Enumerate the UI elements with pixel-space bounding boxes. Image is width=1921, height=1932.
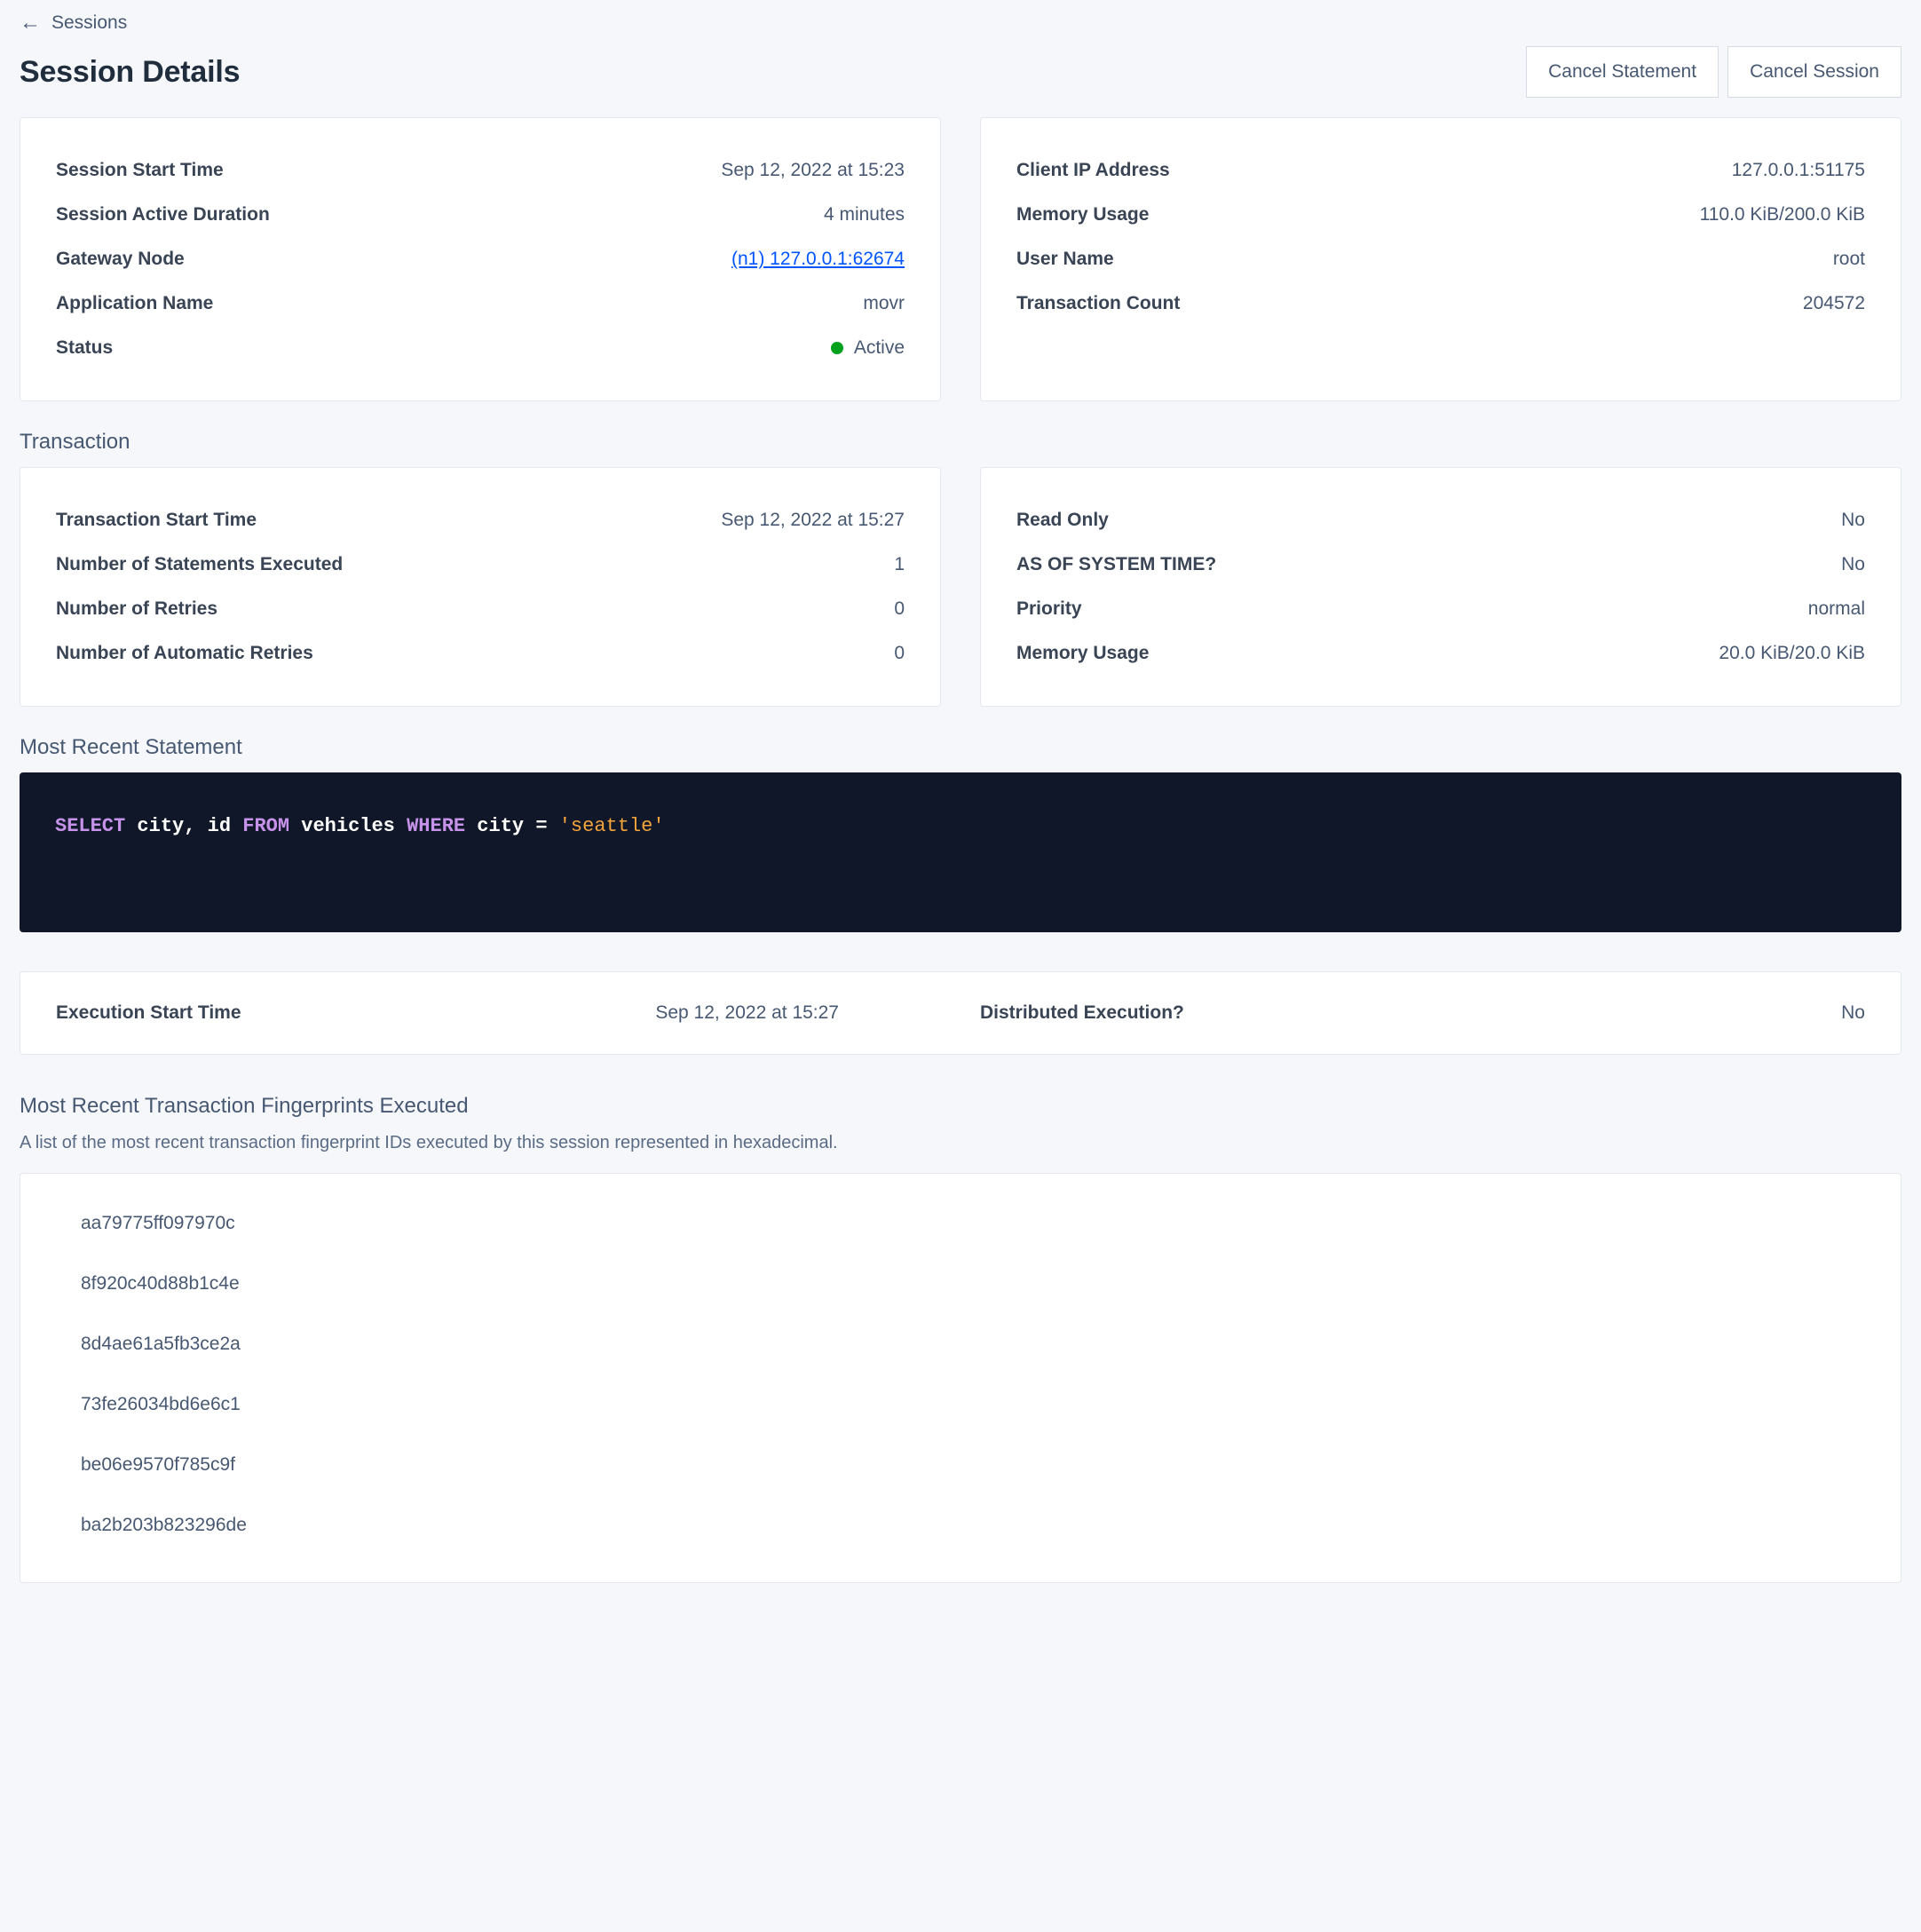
sql-code-block: [20, 772, 1901, 932]
transaction-overview: [20, 467, 1901, 707]
row-label: Application Name: [56, 293, 214, 313]
row-label: User Name: [1016, 249, 1114, 269]
row-label: Number of Retries: [56, 598, 218, 619]
table-row: [56, 237, 905, 281]
row-label: Status: [56, 337, 114, 358]
distributed-execution-row: [980, 1002, 1865, 1024]
row-value: 0: [894, 598, 905, 619]
arrow-left-icon[interactable]: ←: [20, 11, 41, 35]
table-row: [1016, 237, 1865, 281]
table-row: [1016, 542, 1865, 587]
row-value: Sep 12, 2022 at 15:27: [721, 510, 905, 530]
row-value: movr: [863, 293, 905, 313]
fingerprints-list: [20, 1173, 1901, 1583]
table-row: [1016, 587, 1865, 631]
row-value: 204572: [1802, 293, 1865, 313]
row-label: Number of Statements Executed: [56, 554, 344, 574]
row-label: Execution Start Time: [56, 1002, 241, 1023]
table-row: [56, 498, 905, 542]
row-value: 127.0.0.1:51175: [1731, 160, 1865, 180]
gateway-node-link[interactable]: (n1) 127.0.0.1:62674: [731, 249, 905, 269]
row-value: Sep 12, 2022 at 15:23: [721, 160, 905, 180]
fingerprints-description: A list of the most recent transaction fingerprint IDs executed by this session represented in hexadecimal.: [20, 1133, 838, 1152]
table-row: [1016, 148, 1865, 193]
row-value: root: [1832, 249, 1865, 269]
sql-token-literal: 'seattle': [558, 815, 665, 837]
row-label: Session Start Time: [56, 160, 224, 180]
list-item: aa79775ff097970c: [81, 1213, 235, 1233]
row-value: 20.0 KiB/20.0 KiB: [1719, 643, 1865, 663]
table-row: [56, 631, 905, 676]
list-item: 8d4ae61a5fb3ce2a: [81, 1334, 241, 1354]
breadcrumb[interactable]: [20, 0, 1901, 37]
row-value: normal: [1807, 598, 1865, 619]
statement-section-title: Most Recent Statement: [20, 735, 242, 759]
status-label: Active: [853, 337, 905, 358]
sql-token-table: vehicles: [289, 815, 407, 837]
table-row: [56, 148, 905, 193]
row-label: Transaction Count: [1016, 293, 1181, 313]
session-left-card: [20, 117, 941, 401]
sql-token-from: FROM: [242, 815, 290, 837]
execution-card: [20, 971, 1901, 1055]
transaction-section-title: Transaction: [20, 430, 130, 454]
row-value: No: [1841, 1002, 1865, 1023]
table-row: [1016, 193, 1865, 237]
table-row: [1016, 631, 1865, 676]
sql-token-predicate: city =: [465, 815, 559, 837]
row-value: 110.0 KiB/200.0 KiB: [1699, 204, 1865, 225]
row-label: Transaction Start Time: [56, 510, 257, 530]
row-label: Number of Automatic Retries: [56, 643, 313, 663]
row-label: Memory Usage: [1016, 204, 1150, 225]
sql-token-columns: city, id: [125, 815, 243, 837]
row-label: Priority: [1016, 598, 1082, 619]
sql-token-where: WHERE: [407, 815, 466, 837]
transaction-right-card: [980, 467, 1901, 707]
cancel-statement-button[interactable]: Cancel Statement: [1526, 46, 1719, 98]
row-value: 0: [894, 643, 905, 663]
row-value: No: [1841, 510, 1865, 530]
row-value: Sep 12, 2022 at 15:27: [655, 1002, 839, 1023]
row-label: Client IP Address: [1016, 160, 1170, 180]
header-actions: [1526, 46, 1901, 98]
list-item: ba2b203b823296de: [81, 1515, 247, 1535]
row-label: Distributed Execution?: [980, 1002, 1184, 1023]
page-header: [20, 37, 1901, 117]
list-item: be06e9570f785c9f: [81, 1454, 235, 1475]
table-row: [56, 193, 905, 237]
list-item: 8f920c40d88b1c4e: [81, 1273, 240, 1294]
row-label: Session Active Duration: [56, 204, 270, 225]
execution-start-time-row: [56, 1002, 941, 1024]
row-value: 1: [894, 554, 905, 574]
page-title: Session Details: [20, 54, 241, 89]
table-row: [56, 281, 905, 326]
session-right-card: [980, 117, 1901, 401]
fingerprints-title: Most Recent Transaction Fingerprints Executed: [20, 1094, 469, 1118]
status-badge: [831, 337, 905, 359]
row-label: Read Only: [1016, 510, 1109, 530]
session-overview: [20, 117, 1901, 401]
row-label: Memory Usage: [1016, 643, 1150, 663]
transaction-left-card: [20, 467, 941, 707]
row-value: No: [1841, 554, 1865, 574]
cancel-session-button[interactable]: Cancel Session: [1727, 46, 1901, 98]
table-row: [1016, 498, 1865, 542]
sql-token-select: SELECT: [55, 815, 126, 837]
row-value: 4 minutes: [823, 204, 905, 225]
table-row: [1016, 281, 1865, 326]
list-item: 73fe26034bd6e6c1: [81, 1394, 241, 1414]
table-row: [56, 587, 905, 631]
row-label: AS OF SYSTEM TIME?: [1016, 554, 1217, 574]
status-dot-icon: [831, 342, 843, 354]
breadcrumb-label[interactable]: Sessions: [51, 12, 128, 33]
table-row: [56, 326, 905, 370]
row-label: Gateway Node: [56, 249, 185, 269]
table-row: [56, 542, 905, 587]
